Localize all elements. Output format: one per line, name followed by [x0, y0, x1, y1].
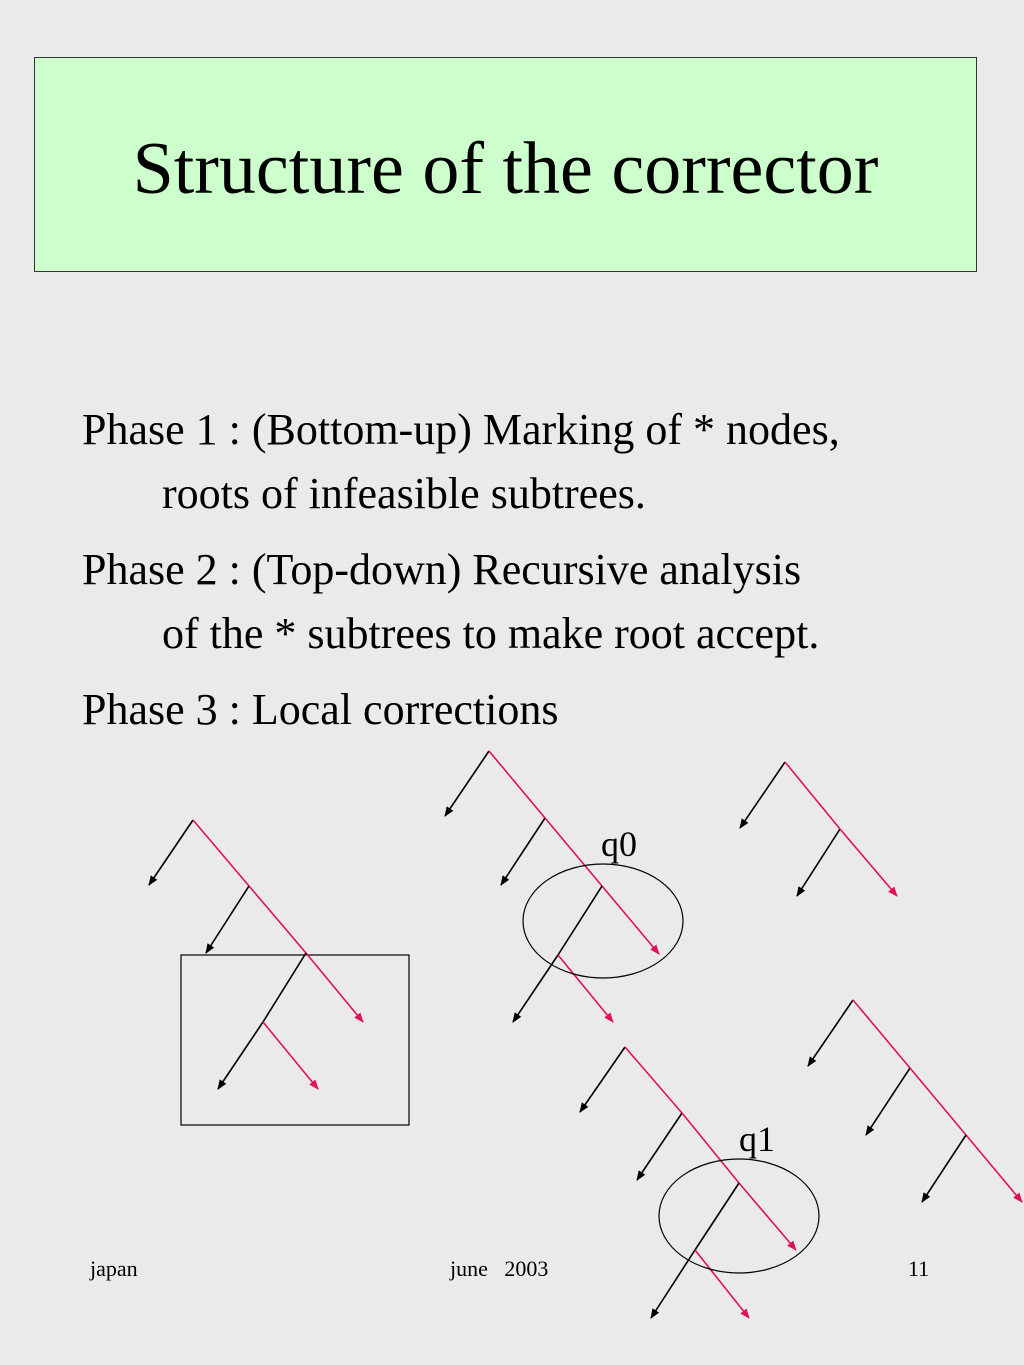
edge	[785, 762, 840, 829]
edge	[739, 1183, 796, 1250]
edge	[797, 829, 840, 896]
edge	[263, 1022, 318, 1089]
edge	[695, 1183, 739, 1250]
edge	[866, 1068, 910, 1135]
edge	[637, 1113, 682, 1180]
tree-e	[808, 1000, 1022, 1202]
edge	[249, 886, 306, 953]
phase-1-line-1: Phase 1 : (Bottom-up) Marking of * nodes,	[82, 405, 840, 454]
phase-3-line-1: Phase 3 : Local corrections	[82, 685, 559, 734]
edge	[306, 953, 363, 1022]
edge	[445, 751, 489, 816]
edge	[910, 1068, 966, 1135]
edge	[218, 1022, 263, 1089]
footer-left: japan	[90, 1256, 138, 1281]
tree-b	[445, 751, 683, 1022]
phase-2-line-2: of the * subtrees to make root accept.	[162, 609, 820, 658]
edge	[558, 955, 613, 1022]
edge	[489, 751, 545, 818]
slide-title: Structure of the corrector	[132, 127, 879, 210]
edge	[840, 829, 897, 896]
label-q1: q1	[739, 1119, 775, 1159]
phase-2-line-1: Phase 2 : (Top-down) Recursive analysis	[82, 545, 802, 594]
edge	[682, 1113, 739, 1183]
subtree-frame	[181, 955, 409, 1125]
edge	[501, 818, 545, 885]
edge	[263, 953, 306, 1022]
q1-ellipse	[659, 1159, 819, 1273]
q0-ellipse	[523, 864, 683, 978]
tree-d	[580, 1047, 819, 1318]
edge	[558, 886, 602, 955]
edge	[808, 1000, 853, 1066]
phase-1-line-2: roots of infeasible subtrees.	[162, 469, 646, 518]
edge	[966, 1135, 1022, 1202]
edge	[149, 820, 193, 885]
footer-center: june 2003	[450, 1256, 549, 1281]
edge	[206, 886, 249, 953]
edge	[695, 1250, 749, 1318]
edge	[853, 1000, 910, 1068]
edge	[602, 886, 659, 954]
tree-a	[149, 820, 409, 1125]
tree-c	[740, 762, 897, 896]
edge	[922, 1135, 966, 1202]
edge	[580, 1047, 625, 1112]
footer-page-number: 11	[908, 1256, 930, 1281]
label-q0: q0	[601, 824, 637, 864]
edge	[625, 1047, 682, 1113]
edge	[193, 820, 249, 886]
edge	[740, 762, 785, 828]
